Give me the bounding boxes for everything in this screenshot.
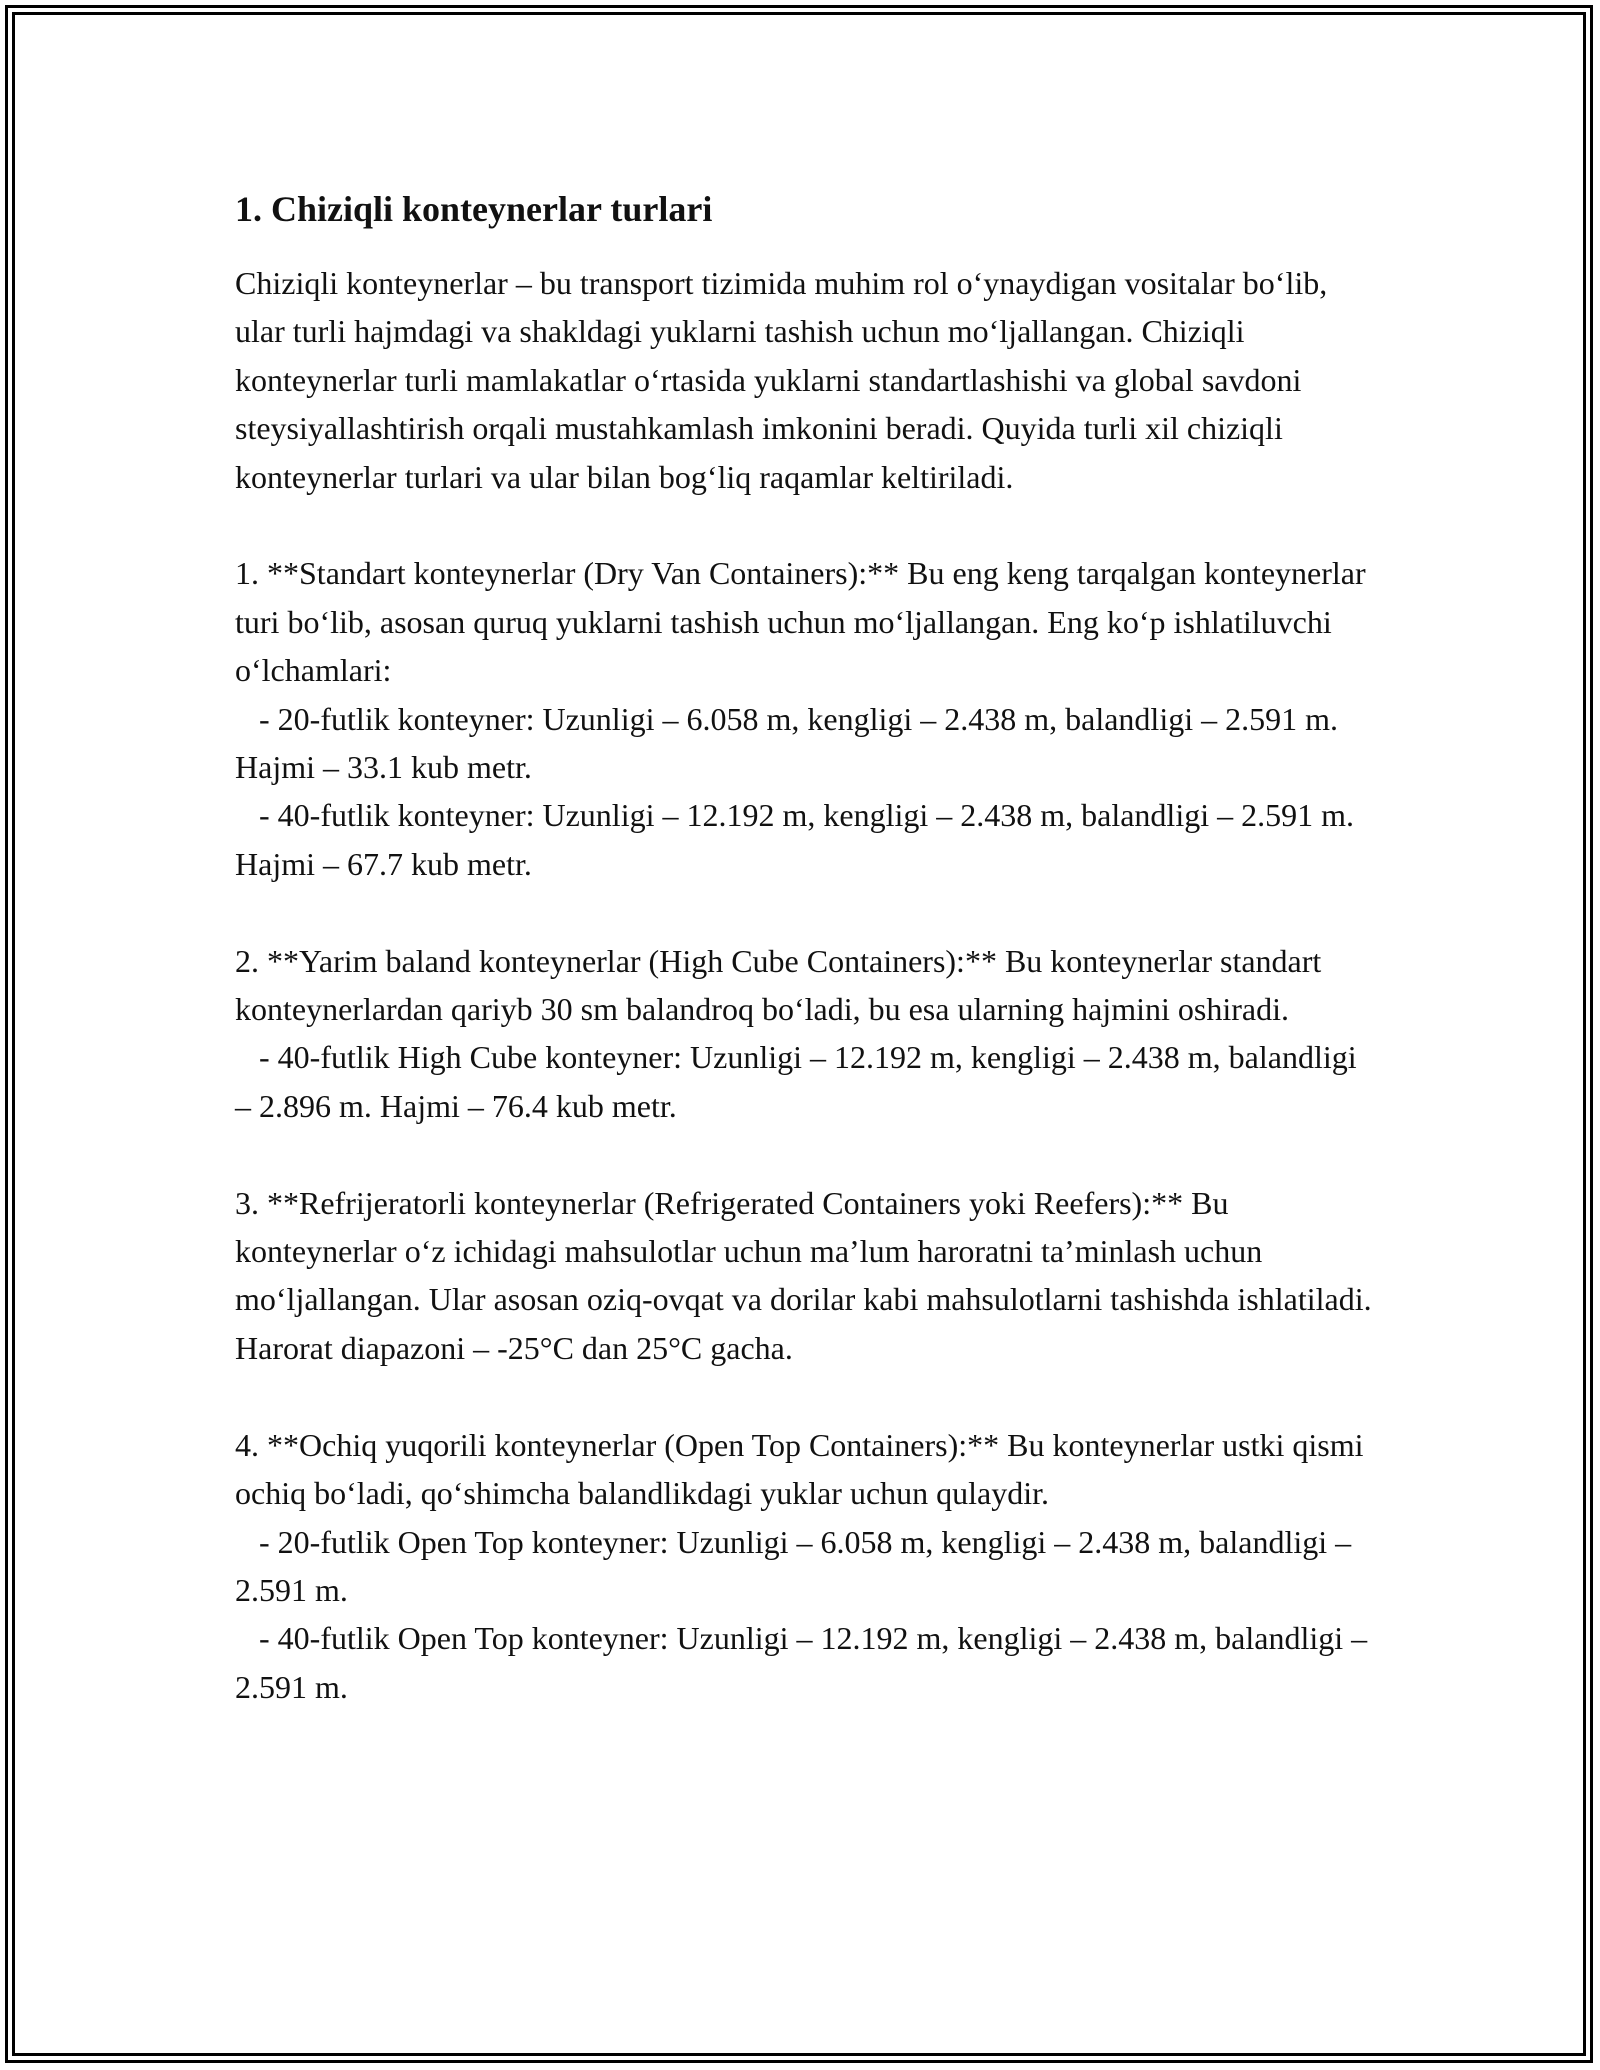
paragraph-spacer (235, 501, 1375, 549)
section-1-heading: 1. **Standart konteynerlar (Dry Van Containers):** Bu eng keng tarqalgan konteynerlar turi bo‘lib, asosan quruq yuklarni tashish uchun mo‘ljallangan. Eng ko‘p ishlatiluvchi o‘lchamlari: (235, 555, 1374, 689)
section-2-item-1: - 40-futlik High Cube konteyner: Uzunligi – 12.192 m, kengligi – 2.438 m, balandligi – 2.896 m. Hajmi – 76.4 kub metr. (235, 1039, 1365, 1124)
section-3-heading: 3. **Refrijeratorli konteynerlar (Refrigerated Containers yoki Reefers):** Bu konteynerlar o‘z ichidagi mahsulotlar uchun ma’lum haroratni ta’minlash uchun mo‘ljallangan. Ular asosan oziq-ovqat va dorilar kabi mahsulotlarni tashishda ishlatiladi. Harorat diapazoni – -25°C dan 25°C gacha. (235, 1184, 1380, 1366)
paragraph-spacer (235, 888, 1375, 936)
page-title: 1. Chiziqli konteynerlar turlari (235, 189, 713, 229)
section-4-heading: 4. **Ochiq yuqorili konteynerlar (Open Top Containers):** Bu konteynerlar ustki qismi ochiq bo‘ladi, qo‘shimcha balandlikdagi yuklar uchun qulaydir. (235, 1426, 1372, 1512)
section-2-heading: 2. **Yarim baland konteynerlar (High Cube Containers):** Bu konteynerlar standart konteynerlardan qariyb 30 sm balandroq bo‘ladi, bu esa ularning hajmini oshiradi. (235, 942, 1330, 1028)
paragraph-spacer (235, 1130, 1375, 1178)
section-4-item-2: - 40-futlik Open Top konteyner: Uzunligi – 12.192 m, kengligi – 2.438 m, balandligi – 2.591 m. (235, 1620, 1376, 1705)
section-1-item-2: - 40-futlik konteyner: Uzunligi – 12.192 m, kengligi – 2.438 m, balandligi – 2.591 m. Hajmi – 67.7 kub metr. (235, 797, 1362, 882)
paragraph-spacer (235, 1372, 1375, 1420)
section-1-item-1: - 20-futlik konteyner: Uzunligi – 6.058 m, kengligi – 2.438 m, balandligi – 2.591 m. Hajmi – 33.1 kub metr. (235, 700, 1346, 786)
intro-paragraph: Chiziqli konteynerlar – bu transport tizimida muhim rol o‘ynaydigan vositalar bo‘lib, ular turli hajmdagi va shakldagi yuklarni tashish uchun mo‘ljallangan. Chiziqli konteynerlar turli mamlakatlar o‘rtasida yuklarni standartlashishi va global savdoni steysiyallashtirish orqali mustahkamlash imkonini beradi. Quyida turli xil chiziqli konteynerlar turlari va ular bilan bog‘liq raqamlar keltiriladi. (235, 265, 1336, 495)
section-4-item-1: - 20-futlik Open Top konteyner: Uzunligi – 6.058 m, kengligi – 2.438 m, balandligi – 2.591 m. (235, 1523, 1360, 1608)
document-body (235, 185, 1380, 1711)
